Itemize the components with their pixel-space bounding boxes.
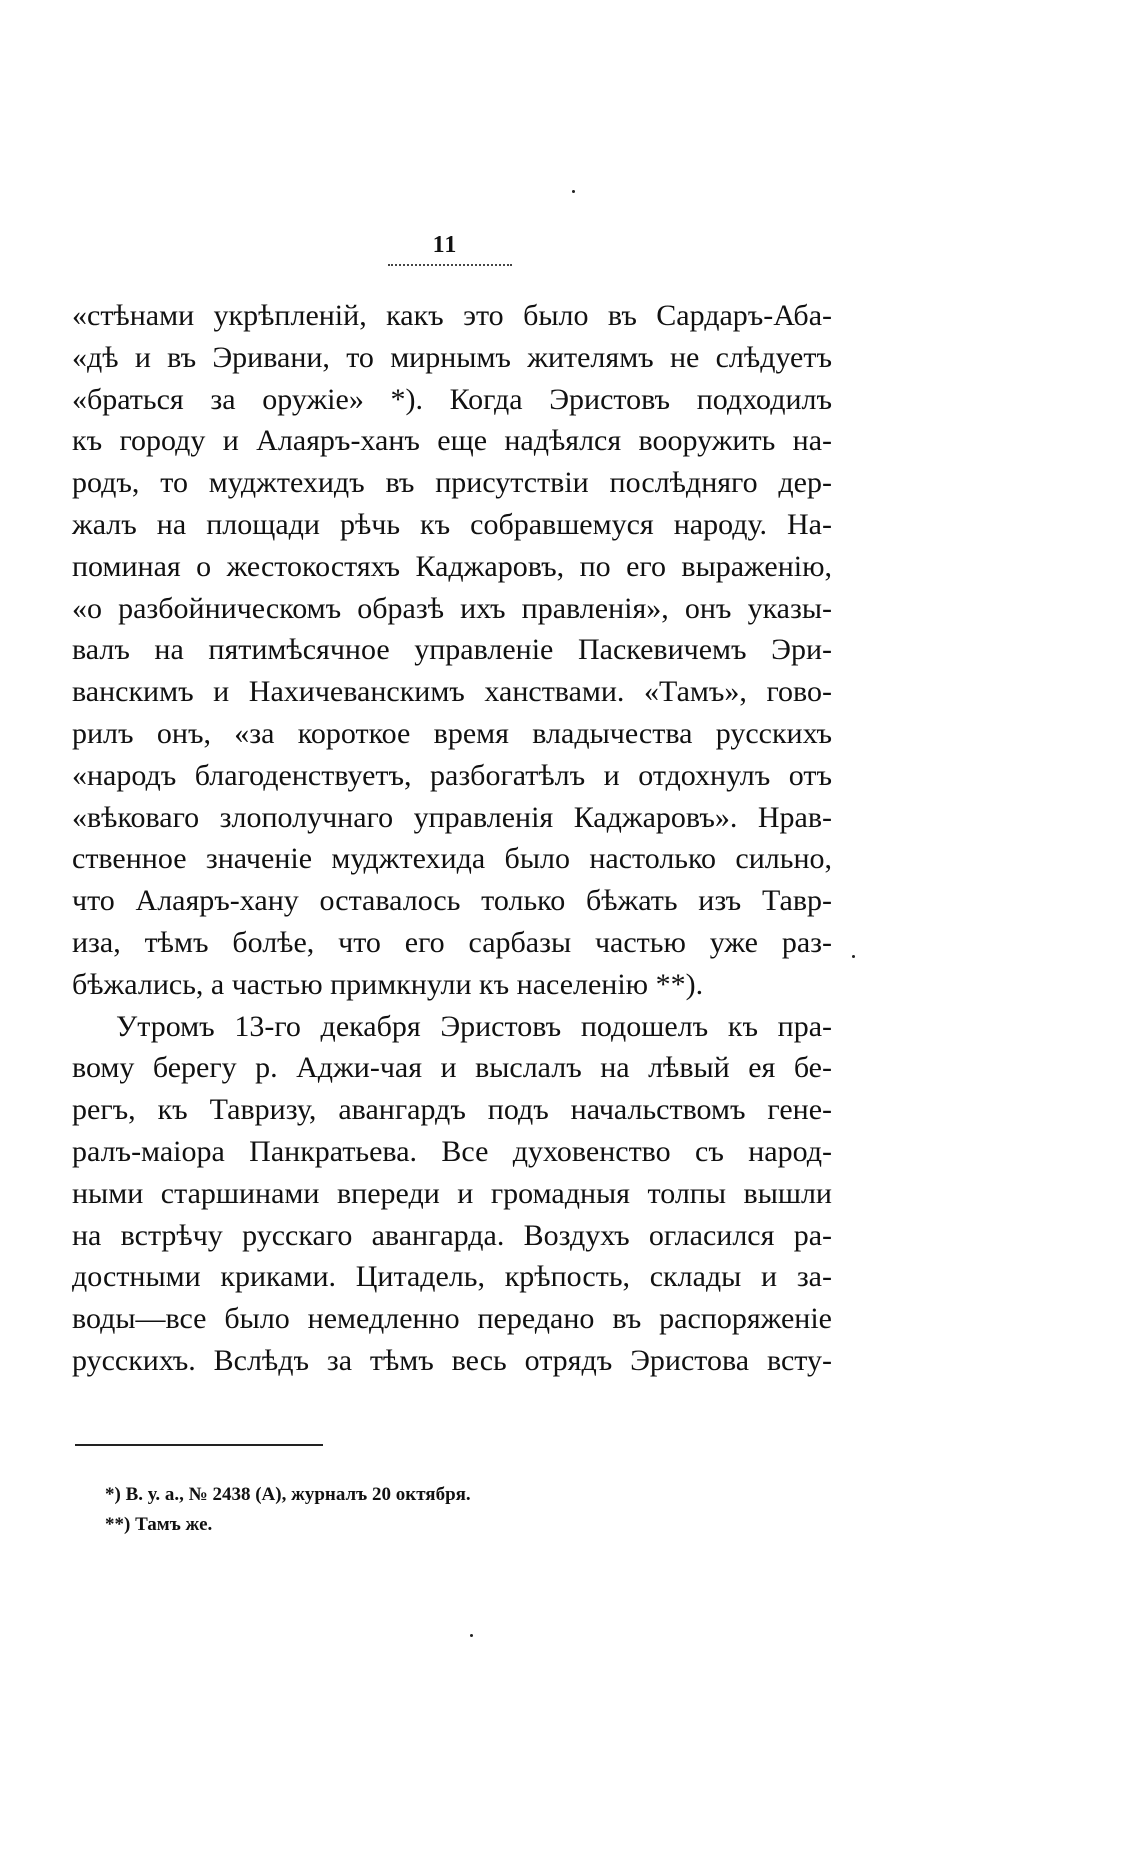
text-line: жалъ на площади рѣчь къ собравшемуся народу. На- <box>72 507 832 541</box>
text-line: «дѣ и въ Эривани, то мирнымъ жителямъ не слѣдуетъ <box>72 340 832 374</box>
print-speck <box>470 1634 473 1637</box>
text-line: «стѣнами укрѣпленій, какъ это было въ Сардаръ-Аба- <box>72 299 832 332</box>
text-line: рилъ онъ, «за короткое время владычества русскихъ <box>72 716 832 750</box>
footnote: **) Тамъ же. <box>105 1514 213 1535</box>
paragraph-start-line: Утромъ 13-го декабря Эристовъ подошелъ къ пра- <box>116 1009 832 1043</box>
text-line: бѣжались, а частью примкнули къ населенію **). <box>72 967 704 1001</box>
text-line: что Алаяръ-хану оставалось только бѣжать изъ Тавр- <box>72 884 832 918</box>
page-number-ornament <box>388 264 512 270</box>
page-number: 11 <box>432 232 458 258</box>
text-line: «о разбойническомъ образѣ ихъ правленія», онъ указы- <box>72 591 832 625</box>
text-line: иза, тѣмъ болѣе, что его сарбазы частью уже раз- <box>72 925 832 959</box>
text-line: ванскимъ и Нахичеванскимъ ханствами. «Тамъ», гово- <box>72 675 832 709</box>
text-line: «вѣковаго злополучнаго управленія Каджаровъ». Нрав- <box>72 800 832 834</box>
text-line: на встрѣчу русскаго авангарда. Воздухъ огласился ра- <box>72 1218 832 1252</box>
text-line: вому берегу р. Аджи-чая и выслалъ на лѣвый ея бе- <box>72 1051 832 1085</box>
text-line: воды—все было немедленно передано въ распоряженіе <box>72 1302 832 1336</box>
body-text <box>72 295 832 1382</box>
text-line: валъ на пятимѣсячное управленіе Паскевичемъ Эри- <box>72 633 832 667</box>
text-line: достными криками. Цитадель, крѣпость, склады и за- <box>72 1260 832 1294</box>
print-speck <box>572 190 575 193</box>
text-line: русскихъ. Вслѣдъ за тѣмъ весь отрядъ Эристова всту- <box>72 1343 832 1377</box>
text-line: ными старшинами впереди и громадныя толпы вышли <box>72 1176 832 1210</box>
text-line: ралъ-маіора Панкратьева. Все духовенство съ народ- <box>72 1134 832 1168</box>
footnote: *) В. у. а., № 2438 (А), журналъ 20 октября. <box>105 1484 471 1505</box>
text-line: «браться за оружіе» *). Когда Эристовъ подходилъ <box>72 382 832 416</box>
footnote-separator <box>75 1444 323 1446</box>
footnotes <box>105 1480 805 1540</box>
text-line: къ городу и Алаяръ-ханъ еще надѣялся вооружить на- <box>72 424 832 458</box>
text-line: ственное значеніе муджтехида было настолько сильно, <box>72 842 832 876</box>
print-speck <box>852 955 855 958</box>
text-line: поминая о жестокостяхъ Каджаровъ, по его выраженію, <box>72 549 832 583</box>
text-line: регъ, къ Тавризу, авангардъ подъ начальствомъ гене- <box>72 1093 832 1127</box>
text-line: родъ, то муджтехидъ въ присутствіи послѣдняго дер- <box>72 466 832 500</box>
text-line: «народъ благоденствуетъ, разбогатѣлъ и отдохнулъ отъ <box>72 758 832 792</box>
